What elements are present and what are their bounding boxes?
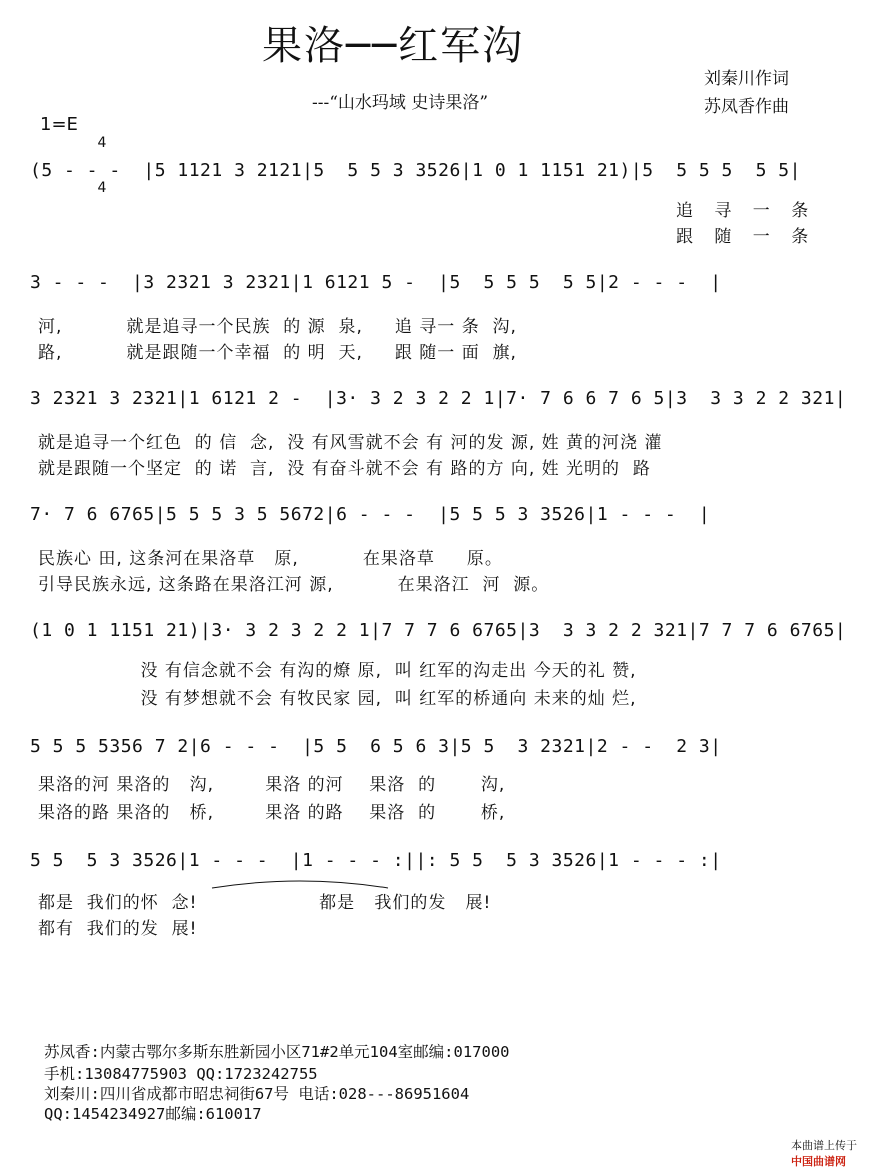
score-line-6: 5 5 5 5356 7 2|6 - - - |5 5 6 5 6 3|5 5 3 2321|2 - - 2 3| bbox=[30, 736, 722, 757]
watermark-prefix: 本曲谱上传于 bbox=[791, 1139, 857, 1152]
footer-line-3: 刘秦川:四川省成都市昭忠祠街67号 电话:028---86951604 bbox=[44, 1085, 470, 1103]
time-signature bbox=[96, 106, 108, 211]
time-sig-bottom: 4 bbox=[97, 180, 107, 196]
lyric-line-2a: 河, 就是追寻一个民族 的 源 泉, 追 寻一 条 沟, bbox=[38, 317, 517, 337]
score-line-1: (5 - - - |5 1121 3 2121|5 5 5 3 3526|1 0 1 1151 21)|5 5 5 5 5 5| bbox=[30, 160, 801, 181]
score-line-5: (1 0 1 1151 21)|3· 3 2 3 2 2 1|7 7 7 6 6765|3 3 3 2 2 321|7 7 7 6 6765| bbox=[30, 620, 847, 641]
lyric-line-4a: 民族心 田, 这条河在果洛草 原, 在果洛草 原。 bbox=[38, 549, 503, 569]
lyric-line-7b: 都有 我们的发 展! bbox=[38, 919, 198, 939]
song-subtitle: ---“山水玛域 史诗果洛” bbox=[312, 93, 489, 113]
time-sig-top: 4 bbox=[97, 135, 107, 151]
lyric-line-3a: 就是追寻一个红色 的 信 念, 没 有风雪就不会 有 河的发 源, 姓 黄的河浇 灌 bbox=[38, 433, 663, 453]
lyric-line-4b: 引导民族永远, 这条路在果洛江河 源, 在果洛江 河 源。 bbox=[38, 575, 550, 595]
lyric-line-6a: 果洛的河 果洛的 沟, 果洛 的河 果洛 的 沟, bbox=[38, 775, 506, 795]
score-line-3: 3 2321 3 2321|1 6121 2 - |3· 3 2 3 2 2 1|7· 7 6 6 7 6 5|3 3 3 2 2 321| bbox=[30, 388, 847, 409]
tie-curve-icon bbox=[210, 872, 390, 892]
lyric-line-5b: 没 有梦想就不会 有牧民家 园, 叫 红军的桥通向 未来的灿 烂, bbox=[38, 689, 637, 709]
score-line-4: 7· 7 6 6765|5 5 5 3 5 5672|6 - - - |5 5 5 3 3526|1 - - - | bbox=[30, 504, 711, 525]
lyric-line-7a: 都是 我们的怀 念! 都是 我们的发 展! bbox=[38, 893, 492, 913]
key-signature: 1=E bbox=[40, 114, 78, 135]
footer-line-4: QQ:1454234927邮编:610017 bbox=[44, 1105, 262, 1123]
lyric-line-2b: 路, 就是跟随一个幸福 的 明 天, 跟 随一 面 旗, bbox=[38, 343, 517, 363]
lyric-line-5a: 没 有信念就不会 有沟的燎 原, 叫 红军的沟走出 今天的礼 赞, bbox=[38, 661, 637, 681]
lyric-line-6b: 果洛的路 果洛的 桥, 果洛 的路 果洛 的 桥, bbox=[38, 803, 506, 823]
song-title: 果洛──红军沟 bbox=[262, 23, 525, 69]
footer-line-1: 苏凤香:内蒙古鄂尔多斯东胜新园小区71#2单元104室邮编:017000 bbox=[44, 1043, 510, 1061]
lyric-line-1a: 追 寻 一 条 bbox=[676, 201, 817, 221]
footer-line-2: 手机:13084775903 QQ:1723242755 bbox=[44, 1065, 318, 1083]
lyricist-credit: 刘秦川作词 bbox=[704, 69, 789, 89]
score-line-7: 5 5 5 3 3526|1 - - - |1 - - - :||: 5 5 5 3 3526|1 - - - :| bbox=[30, 850, 722, 871]
watermark-brand[interactable]: 中国曲谱网 bbox=[791, 1155, 846, 1168]
composer-credit: 苏凤香作曲 bbox=[704, 97, 789, 117]
watermark bbox=[784, 1124, 857, 1169]
score-line-2: 3 - - - |3 2321 3 2321|1 6121 5 - |5 5 5 5 5 5|2 - - - | bbox=[30, 272, 722, 293]
lyric-line-3b: 就是跟随一个坚定 的 诺 言, 没 有奋斗就不会 有 路的方 向, 姓 光明的 路 bbox=[38, 459, 651, 479]
lyric-line-1b: 跟 随 一 条 bbox=[676, 227, 817, 247]
